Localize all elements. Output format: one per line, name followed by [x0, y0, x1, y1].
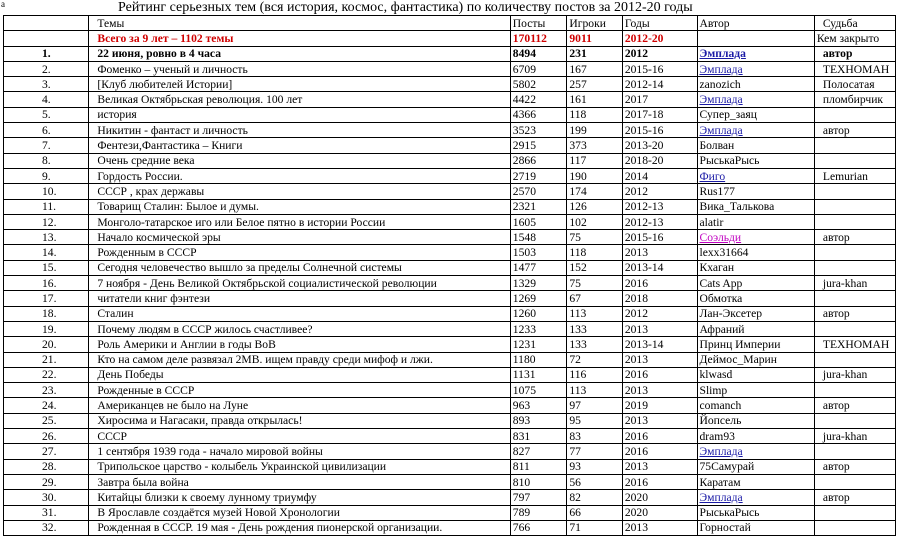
cell-posts: 1503: [510, 245, 567, 260]
cell-num: 1.: [4, 46, 89, 61]
cell-author: Лан-Эксетер: [697, 306, 814, 321]
cell-num: 26.: [4, 429, 89, 444]
cell-players: 199: [567, 123, 622, 138]
cell-topic: СССР: [89, 429, 510, 444]
cell-players: 116: [567, 367, 622, 382]
cell-author: dram93: [697, 429, 814, 444]
table-row: [4, 168, 896, 183]
cell-author: klwasd: [697, 367, 814, 382]
table-row: [4, 429, 896, 444]
cell-years: 2017-18: [622, 107, 697, 122]
cell-num: 5.: [4, 107, 89, 122]
cell-years: 2018: [622, 291, 697, 306]
cell-num: 22.: [4, 367, 89, 382]
cell-author[interactable]: Соэльди: [697, 230, 814, 245]
cell-num: 27.: [4, 444, 89, 459]
cell-players: 167: [567, 61, 622, 76]
cell-players: 66: [567, 505, 622, 520]
cell-topic: Рожденные в СССР: [89, 383, 510, 398]
cell-years: 2020: [622, 490, 697, 505]
cell-author: Slimp: [697, 383, 814, 398]
table-row: [4, 474, 896, 489]
cell-author: Cats App: [697, 276, 814, 291]
cell-years: 2013: [622, 352, 697, 367]
cell-posts: 766: [510, 520, 567, 535]
cell-topic: читатели книг фэнтези: [89, 291, 510, 306]
cell-num: 21.: [4, 352, 89, 367]
cell-author: Афраний: [697, 321, 814, 336]
cell-posts: 827: [510, 444, 567, 459]
cell-topic: Очень средние века: [89, 153, 510, 168]
cell-num: 17.: [4, 291, 89, 306]
cell-years: 2012: [622, 184, 697, 199]
cell-posts: 2866: [510, 153, 567, 168]
table-row: [4, 352, 896, 367]
cell-years: 2016: [622, 429, 697, 444]
cell-num: 12.: [4, 214, 89, 229]
cell-num: 25.: [4, 413, 89, 428]
table-row: [4, 367, 896, 382]
cell-author: Супер_заяц: [697, 107, 814, 122]
cell-author: comanch: [697, 398, 814, 413]
cell-years: 2012-14: [622, 77, 697, 92]
cell-posts: 1477: [510, 260, 567, 275]
cell-years: 2016: [622, 474, 697, 489]
cell-num: 18.: [4, 306, 89, 321]
cell-players: 231: [567, 46, 622, 61]
cell-fate: [814, 214, 895, 229]
summary-row: [4, 31, 896, 46]
cell-fate: [814, 153, 895, 168]
cell-fate: автор: [814, 230, 895, 245]
cell-posts: 1329: [510, 276, 567, 291]
cell-years: 2013: [622, 520, 697, 535]
header-row: [4, 16, 896, 31]
table-row: [4, 398, 896, 413]
cell-years: 2013: [622, 321, 697, 336]
cell-fate: Lemurian: [814, 168, 895, 183]
table-row: [4, 291, 896, 306]
cell-fate: [814, 199, 895, 214]
table-row: [4, 61, 896, 76]
cell-fate: jura-khan: [814, 276, 895, 291]
cell-players: 113: [567, 383, 622, 398]
cell-author: lexx31664: [697, 245, 814, 260]
cell-author: Каратам: [697, 474, 814, 489]
cell-players: 77: [567, 444, 622, 459]
header-author: Автор: [697, 16, 814, 31]
table-row: [4, 123, 896, 138]
cell-posts: 893: [510, 413, 567, 428]
cell-players: 113: [567, 306, 622, 321]
table-row: [4, 383, 896, 398]
cell-num: 4.: [4, 92, 89, 107]
cell-players: 75: [567, 276, 622, 291]
cell-fate: [814, 444, 895, 459]
table-row: [4, 321, 896, 336]
cell-num: 11.: [4, 199, 89, 214]
cell-fate: автор: [814, 46, 895, 61]
cell-author[interactable]: Эмплада: [697, 92, 814, 107]
cell-years: 2013: [622, 413, 697, 428]
cell-fate: автор: [814, 398, 895, 413]
cell-posts: 1605: [510, 214, 567, 229]
table-row: [4, 490, 896, 505]
cell-fate: [814, 413, 895, 428]
cell-topic: Начало космической эры: [89, 230, 510, 245]
cell-fate: ТЕХНОМАН: [814, 337, 895, 352]
cell-topic: Сталин: [89, 306, 510, 321]
cell-topic: Кто на самом деле развязал 2МВ. ищем правду среди мифоф и лжи.: [89, 352, 510, 367]
cell-players: 72: [567, 352, 622, 367]
cell-topic: Товарищ Сталин: Былое и думы.: [89, 199, 510, 214]
cell-author[interactable]: Эмплада: [697, 490, 814, 505]
cell-num: 23.: [4, 383, 89, 398]
cell-num: 30.: [4, 490, 89, 505]
cell-posts: 797: [510, 490, 567, 505]
cell-years: 2012-13: [622, 199, 697, 214]
cell-topic: Фентези,Фантастика – Книги: [89, 138, 510, 153]
rating-table: [3, 15, 896, 536]
cell-num: 24.: [4, 398, 89, 413]
cell-author: Вика_Талькова: [697, 199, 814, 214]
cell-years: 2015-16: [622, 123, 697, 138]
summary-author: [697, 31, 814, 46]
cell-posts: 1269: [510, 291, 567, 306]
cell-author[interactable]: Эмплада: [697, 61, 814, 76]
cell-fate: [814, 184, 895, 199]
cell-posts: 2570: [510, 184, 567, 199]
cell-posts: 8494: [510, 46, 567, 61]
cell-players: 102: [567, 214, 622, 229]
cell-author[interactable]: Эмплада: [697, 444, 814, 459]
cell-years: 2012: [622, 46, 697, 61]
summary-num: [4, 31, 89, 46]
table-row: [4, 153, 896, 168]
cell-years: 2016: [622, 276, 697, 291]
header-years: Годы: [622, 16, 697, 31]
cell-years: 2015-16: [622, 230, 697, 245]
cell-fate: [814, 474, 895, 489]
cell-topic: Сегодня человечество вышло за пределы Солнечной системы: [89, 260, 510, 275]
cell-posts: 831: [510, 429, 567, 444]
cell-topic: Великая Октябрьская революция. 100 лет: [89, 92, 510, 107]
cell-topic: Китайцы близки к своему лунному триумфу: [89, 490, 510, 505]
cell-years: 2013: [622, 459, 697, 474]
table-row: [4, 337, 896, 352]
cell-author: Rus177: [697, 184, 814, 199]
cell-author: 75Самурай: [697, 459, 814, 474]
cell-author: Деймос_Марин: [697, 352, 814, 367]
cell-topic: Рожденным в СССР: [89, 245, 510, 260]
cell-players: 133: [567, 337, 622, 352]
cell-topic: Американцев не было на Луне: [89, 398, 510, 413]
cell-posts: 1075: [510, 383, 567, 398]
cell-topic: Никитин - фантаст и личность: [89, 123, 510, 138]
table-row: [4, 520, 896, 535]
cell-fate: [814, 245, 895, 260]
cell-fate: jura-khan: [814, 429, 895, 444]
cell-posts: 4366: [510, 107, 567, 122]
cell-fate: автор: [814, 123, 895, 138]
cell-players: 83: [567, 429, 622, 444]
cell-posts: 1548: [510, 230, 567, 245]
table-row: [4, 306, 896, 321]
cell-years: 2013: [622, 383, 697, 398]
cell-num: 15.: [4, 260, 89, 275]
cell-years: 2013-14: [622, 337, 697, 352]
cell-num: 8.: [4, 153, 89, 168]
cell-years: 2019: [622, 398, 697, 413]
table-row: [4, 107, 896, 122]
cell-author: Йопсель: [697, 413, 814, 428]
summary-posts: 170112: [510, 31, 567, 46]
cell-posts: 2321: [510, 199, 567, 214]
cell-topic: [Клуб любителей Истории]: [89, 77, 510, 92]
cell-num: 28.: [4, 459, 89, 474]
cell-players: 117: [567, 153, 622, 168]
cell-fate: ТЕХНОМАН: [814, 61, 895, 76]
cell-num: 19.: [4, 321, 89, 336]
table-row: [4, 184, 896, 199]
cell-author: Горностай: [697, 520, 814, 535]
cell-years: 2015-16: [622, 61, 697, 76]
table-row: [4, 92, 896, 107]
cell-players: 67: [567, 291, 622, 306]
cell-num: 29.: [4, 474, 89, 489]
cell-players: 126: [567, 199, 622, 214]
cell-years: 2013: [622, 245, 697, 260]
cell-posts: 1180: [510, 352, 567, 367]
cell-fate: [814, 321, 895, 336]
cell-author[interactable]: Эмплада: [697, 123, 814, 138]
cell-fate: [814, 352, 895, 367]
cell-posts: 811: [510, 459, 567, 474]
cell-posts: 810: [510, 474, 567, 489]
cell-num: 6.: [4, 123, 89, 138]
table-row: [4, 245, 896, 260]
cell-fate: [814, 383, 895, 398]
cell-author: Болван: [697, 138, 814, 153]
cell-players: 373: [567, 138, 622, 153]
cell-topic: Завтра была война: [89, 474, 510, 489]
cell-num: 14.: [4, 245, 89, 260]
cell-topic: Фоменко – ученый и личность: [89, 61, 510, 76]
cell-years: 2016: [622, 444, 697, 459]
cell-topic: 1 сентября 1939 года - начало мировой войны: [89, 444, 510, 459]
cell-num: 13.: [4, 230, 89, 245]
header-num: [4, 16, 89, 31]
cell-author: РыськаРысь: [697, 505, 814, 520]
cell-topic: СССР , крах державы: [89, 184, 510, 199]
cell-fate: [814, 260, 895, 275]
header-posts: Посты: [510, 16, 567, 31]
cell-fate: [814, 291, 895, 306]
cell-posts: 963: [510, 398, 567, 413]
cell-num: 9.: [4, 168, 89, 183]
page-title: Рейтинг серьезных тем (вся история, космос, фантастика) по количеству постов за 2012-20 годы: [118, 0, 693, 15]
cell-fate: [814, 520, 895, 535]
cell-fate: jura-khan: [814, 367, 895, 382]
table-row: [4, 260, 896, 275]
cell-posts: 4422: [510, 92, 567, 107]
cell-fate: автор: [814, 459, 895, 474]
cell-years: 2020: [622, 505, 697, 520]
cell-author: Кхаган: [697, 260, 814, 275]
cell-fate: автор: [814, 490, 895, 505]
cell-author: zanozich: [697, 77, 814, 92]
cell-players: 118: [567, 107, 622, 122]
table-row: [4, 413, 896, 428]
cell-author[interactable]: Фиго: [697, 168, 814, 183]
cell-posts: 2719: [510, 168, 567, 183]
cell-fate: пломбирчик: [814, 92, 895, 107]
cell-posts: 3523: [510, 123, 567, 138]
cell-num: 3.: [4, 77, 89, 92]
cell-fate: [814, 107, 895, 122]
cell-topic: Роль Америки и Англии в годы ВоВ: [89, 337, 510, 352]
cell-topic: история: [89, 107, 510, 122]
table-row: [4, 505, 896, 520]
cell-years: 2012: [622, 306, 697, 321]
cell-fate: автор: [814, 306, 895, 321]
cell-posts: 1233: [510, 321, 567, 336]
cell-fate: Полосатая: [814, 77, 895, 92]
cell-players: 190: [567, 168, 622, 183]
cell-author: Принц Империи: [697, 337, 814, 352]
cell-topic: Хиросима и Нагасаки, правда открылась!: [89, 413, 510, 428]
cell-players: 118: [567, 245, 622, 260]
table-row: [4, 214, 896, 229]
cell-years: 2013-20: [622, 138, 697, 153]
cell-posts: 1260: [510, 306, 567, 321]
header-players: Игроки: [567, 16, 622, 31]
cell-years: 2013-14: [622, 260, 697, 275]
cell-topic: В Ярославле создаётся музей Новой Хронологии: [89, 505, 510, 520]
cell-num: 20.: [4, 337, 89, 352]
table-row: [4, 276, 896, 291]
cell-author: Обмотка: [697, 291, 814, 306]
cell-players: 56: [567, 474, 622, 489]
table-row: [4, 459, 896, 474]
cell-num: 7.: [4, 138, 89, 153]
table-row: [4, 199, 896, 214]
cell-years: 2017: [622, 92, 697, 107]
table-row: [4, 46, 896, 61]
cell-topic: Рожденная в СССР. 19 мая - День рождения пионерской организации.: [89, 520, 510, 535]
cell-years: 2018-20: [622, 153, 697, 168]
cell-players: 95: [567, 413, 622, 428]
cell-players: 257: [567, 77, 622, 92]
cell-players: 82: [567, 490, 622, 505]
corner-mark: a: [1, 0, 5, 9]
cell-topic: Почему людям в СССР жилось счастливее?: [89, 321, 510, 336]
cell-years: 2016: [622, 367, 697, 382]
summary-label: Всего за 9 лет – 1102 темы: [89, 31, 510, 46]
cell-posts: 5802: [510, 77, 567, 92]
cell-players: 75: [567, 230, 622, 245]
table-row: [4, 138, 896, 153]
cell-num: 32.: [4, 520, 89, 535]
cell-num: 16.: [4, 276, 89, 291]
cell-fate: [814, 138, 895, 153]
cell-topic: 7 ноября - День Великой Октябрьской социалистической революции: [89, 276, 510, 291]
cell-years: 2014: [622, 168, 697, 183]
cell-players: 152: [567, 260, 622, 275]
cell-years: 2012-13: [622, 214, 697, 229]
table-row: [4, 444, 896, 459]
cell-posts: 6709: [510, 61, 567, 76]
cell-players: 71: [567, 520, 622, 535]
cell-num: 2.: [4, 61, 89, 76]
cell-author[interactable]: Эмплада: [697, 46, 814, 61]
cell-author: alatir: [697, 214, 814, 229]
cell-posts: 789: [510, 505, 567, 520]
cell-fate: [814, 505, 895, 520]
summary-players: 9011: [567, 31, 622, 46]
header-topic: Темы: [89, 16, 510, 31]
cell-posts: 1231: [510, 337, 567, 352]
cell-posts: 1131: [510, 367, 567, 382]
cell-num: 10.: [4, 184, 89, 199]
cell-players: 93: [567, 459, 622, 474]
table-row: [4, 230, 896, 245]
cell-topic: День Победы: [89, 367, 510, 382]
cell-players: 97: [567, 398, 622, 413]
cell-topic: 22 июня, ровно в 4 часа: [89, 46, 510, 61]
table-row: [4, 77, 896, 92]
cell-topic: Трипольское царство - колыбель Украинской цивилизации: [89, 459, 510, 474]
cell-author: РыськаРысь: [697, 153, 814, 168]
cell-players: 133: [567, 321, 622, 336]
cell-players: 161: [567, 92, 622, 107]
cell-players: 174: [567, 184, 622, 199]
header-fate: Судьба: [814, 16, 895, 31]
cell-topic: Монголо-татарское иго или Белое пятно в истории России: [89, 214, 510, 229]
cell-posts: 2915: [510, 138, 567, 153]
summary-years: 2012-20: [622, 31, 697, 46]
summary-fate: Кем закрыто: [814, 31, 895, 46]
cell-topic: Гордость России.: [89, 168, 510, 183]
cell-num: 31.: [4, 505, 89, 520]
